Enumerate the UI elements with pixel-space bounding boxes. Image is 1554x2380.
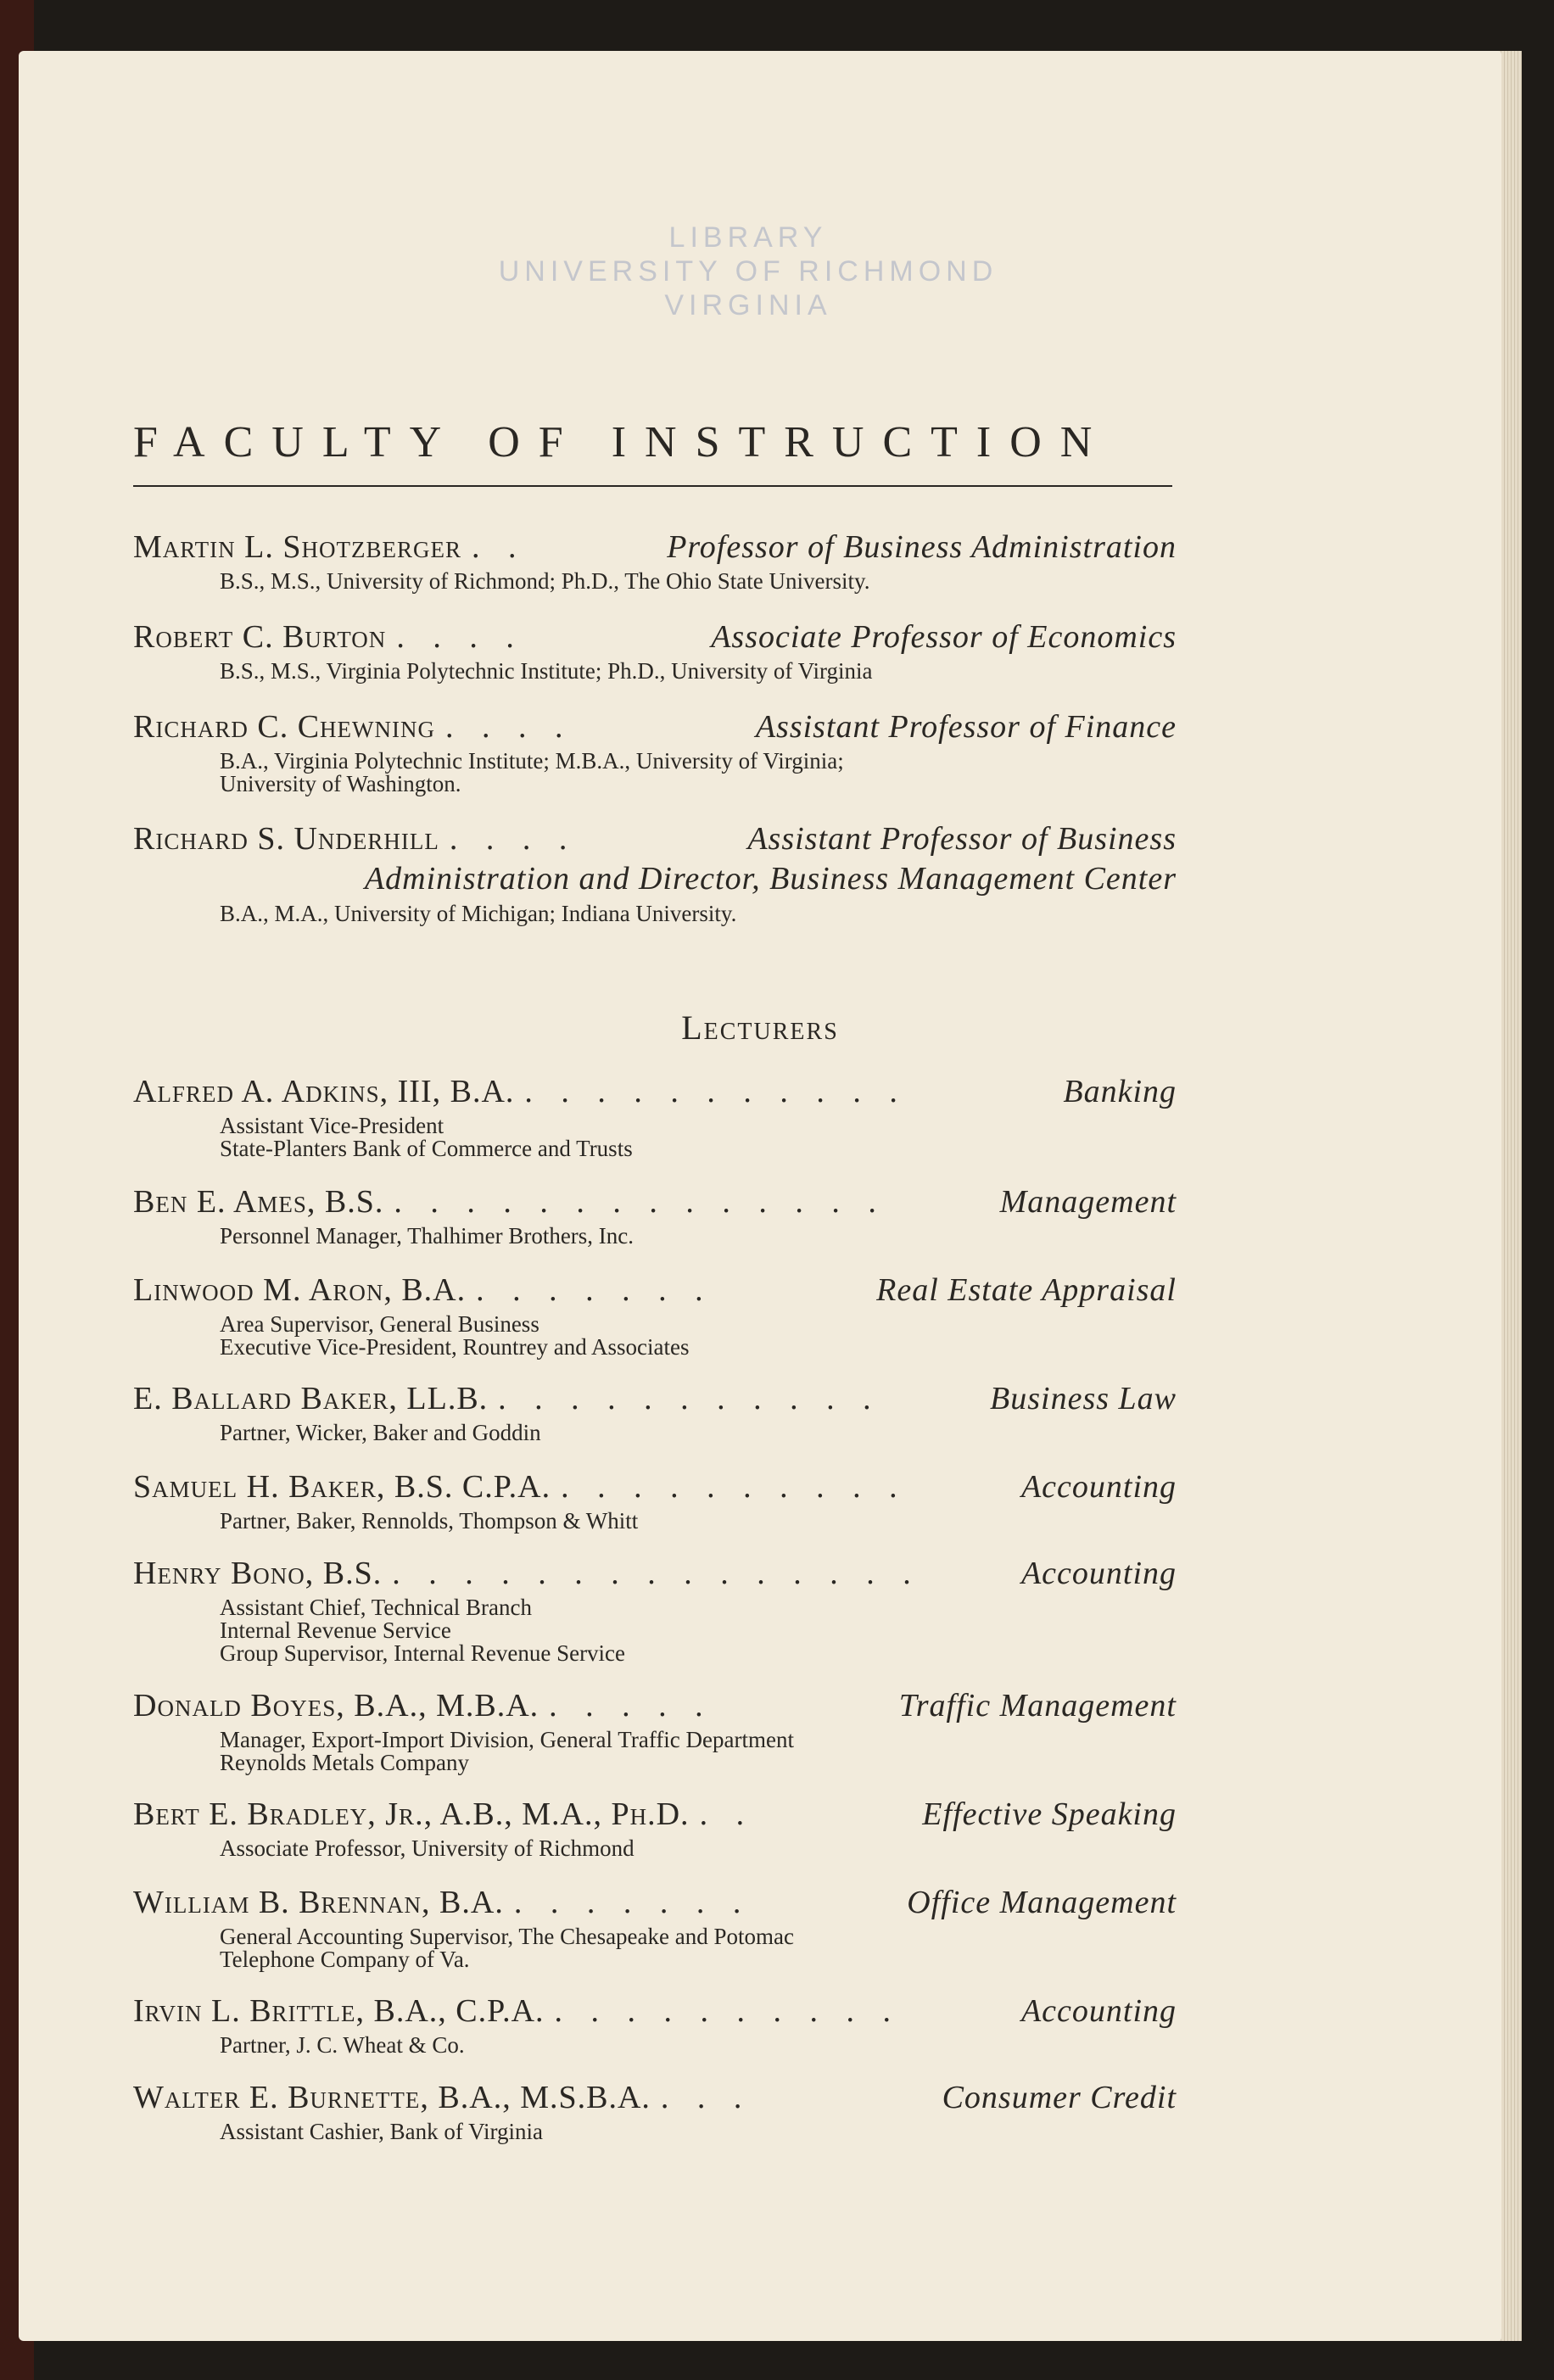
lecturer-subject: Accounting <box>1020 1556 1177 1591</box>
lecturer-entry <box>133 1271 1177 1359</box>
lecturer-subject: Consumer Credit <box>942 2080 1177 2115</box>
leader-dots: . . . . . . . . . . . . . . <box>394 1184 886 1220</box>
faculty-title: Assistant Professor of Finance <box>755 709 1177 745</box>
lecturer-position: Executive Vice-President, Rountrey and Associates <box>220 1334 690 1360</box>
leader-dots: . . <box>699 1796 755 1832</box>
lecturer-name: Ben E. Ames, B.S. <box>133 1184 384 1220</box>
leader-dots: . . . . <box>445 709 573 745</box>
lecturer-position: Personnel Manager, Thalhimer Brothers, Inc. <box>220 1223 634 1249</box>
leader-dots: . . . . . . . <box>513 1885 752 1920</box>
leader-dots: . . . . <box>449 821 578 857</box>
leader-dots: . . . . . . . . . . . . . . . <box>392 1556 921 1591</box>
leader-dots: . . . . . . . . . . . <box>524 1074 908 1109</box>
lecturer-entry <box>133 1992 1177 2057</box>
lecturer-entry <box>133 1379 1177 1444</box>
library-stamp <box>477 221 1020 322</box>
lecturer-name: Henry Bono, B.S. <box>133 1556 383 1591</box>
lecturer-name: Irvin L. Brittle, B.A., C.P.A. <box>133 1993 545 2029</box>
faculty-title-continued: Administration and Director, Business Management Center <box>364 861 1177 897</box>
leader-dots: . . <box>472 529 527 565</box>
lecturer-position: State-Planters Bank of Commerce and Trusts <box>220 1136 633 1161</box>
lecturer-position: Assistant Vice-President <box>220 1113 444 1138</box>
leader-dots: . . . . . . . . . . <box>561 1469 908 1505</box>
stamp-line-1: LIBRARY <box>668 221 828 254</box>
faculty-entry <box>133 707 1177 796</box>
lecturer-position: General Accounting Supervisor, The Chesapeake and Potomac <box>220 1924 794 1949</box>
lecturer-subject: Management <box>999 1184 1177 1220</box>
lecturer-subject: Business Law <box>990 1381 1177 1416</box>
lecturer-position: Partner, J. C. Wheat & Co. <box>220 2032 465 2058</box>
lecturer-position: Reynolds Metals Company <box>220 1750 469 1775</box>
lecturer-name: Linwood M. Aron, B.A. <box>133 1272 467 1308</box>
lecturer-entry <box>133 1072 1177 1160</box>
lecturer-subject: Banking <box>1063 1074 1177 1109</box>
faculty-name: Richard C. Chewning <box>133 709 436 745</box>
lecturer-position: Assistant Cashier, Bank of Virginia <box>220 2119 544 2144</box>
leader-dots: . . . . . . . <box>476 1272 713 1308</box>
lecturer-position: Assistant Chief, Technical Branch <box>220 1595 533 1620</box>
stamp-line-2: UNIVERSITY OF RICHMOND <box>498 255 998 288</box>
faculty-degrees: B.S., M.S., Virginia Polytechnic Institute; Ph.D., University of Virginia <box>220 658 873 684</box>
lecturer-entry <box>133 1554 1177 1665</box>
lecturer-position: Partner, Baker, Rennolds, Thompson & Whitt <box>220 1508 639 1534</box>
leader-dots: . . . . . . . . . . <box>554 1993 902 2029</box>
faculty-title: Professor of Business Administration <box>667 529 1177 565</box>
title-rule <box>133 485 1172 487</box>
lecturer-name: E. Ballard Baker, LL.B. <box>133 1381 489 1416</box>
lecturer-position: Partner, Wicker, Baker and Goddin <box>220 1420 541 1445</box>
faculty-entry <box>133 819 1177 925</box>
leader-dots: . . . <box>660 2080 752 2115</box>
lecturer-subject: Real Estate Appraisal <box>876 1272 1177 1308</box>
page-title: FACULTY OF INSTRUCTION <box>133 418 1111 467</box>
lecturer-position: Telephone Company of Va. <box>220 1947 470 1972</box>
leader-dots: . . . . <box>396 619 524 655</box>
lecturer-position: Group Supervisor, Internal Revenue Service <box>220 1640 626 1666</box>
lecturer-entry <box>133 1467 1177 1533</box>
faculty-name: Richard S. Underhill <box>133 821 439 857</box>
lecturer-subject: Effective Speaking <box>922 1796 1177 1832</box>
lecturer-name: William B. Brennan, B.A. <box>133 1885 504 1920</box>
lecturer-position: Area Supervisor, General Business <box>220 1311 539 1337</box>
faculty-degrees: University of Washington. <box>220 771 461 796</box>
faculty-name: Robert C. Burton <box>133 619 387 655</box>
book-page <box>19 51 1501 2341</box>
leader-dots: . . . . . <box>549 1688 713 1724</box>
lecturer-subject: Traffic Management <box>898 1688 1177 1724</box>
lecturer-entry <box>133 1883 1177 1971</box>
lecturer-position: Manager, Export-Import Division, General Traffic Department <box>220 1727 794 1752</box>
stamp-line-3: VIRGINIA <box>664 289 832 321</box>
leader-dots: . . . . . . . . . . . <box>498 1381 881 1416</box>
lecturer-name: Alfred A. Adkins, III, B.A. <box>133 1074 515 1109</box>
lecturer-name: Walter E. Burnette, B.A., M.S.B.A. <box>133 2080 651 2115</box>
faculty-degrees: B.A., M.A., University of Michigan; Indiana University. <box>220 901 737 926</box>
lecturer-position: Associate Professor, University of Richmond <box>220 1835 634 1861</box>
faculty-title: Associate Professor of Economics <box>711 619 1177 655</box>
lecturer-entry <box>133 1182 1177 1248</box>
lecturer-name: Bert E. Bradley, Jr., A.B., M.A., Ph.D. <box>133 1796 690 1832</box>
lecturer-entry <box>133 1686 1177 1774</box>
faculty-degrees: B.S., M.S., University of Richmond; Ph.D., The Ohio State University. <box>220 568 870 594</box>
lecturer-entry <box>133 2078 1177 2143</box>
lecturer-position: Internal Revenue Service <box>220 1617 451 1643</box>
lecturer-name: Samuel H. Baker, B.S. C.P.A. <box>133 1469 551 1505</box>
faculty-entry <box>133 617 1177 683</box>
faculty-name: Martin L. Shotzberger <box>133 529 461 565</box>
faculty-entry <box>133 528 1177 593</box>
lecturer-name: Donald Boyes, B.A., M.B.A. <box>133 1688 539 1724</box>
lecturer-subject: Office Management <box>907 1885 1177 1920</box>
faculty-degrees: B.A., Virginia Polytechnic Institute; M.B.A., University of Virginia; <box>220 748 844 774</box>
lecturer-entry <box>133 1795 1177 1860</box>
lecturer-subject: Accounting <box>1020 1469 1177 1505</box>
faculty-title: Assistant Professor of Business <box>747 821 1177 857</box>
lecturer-subject: Accounting <box>1020 1993 1177 2029</box>
lecturers-heading: Lecturers <box>681 1008 839 1047</box>
